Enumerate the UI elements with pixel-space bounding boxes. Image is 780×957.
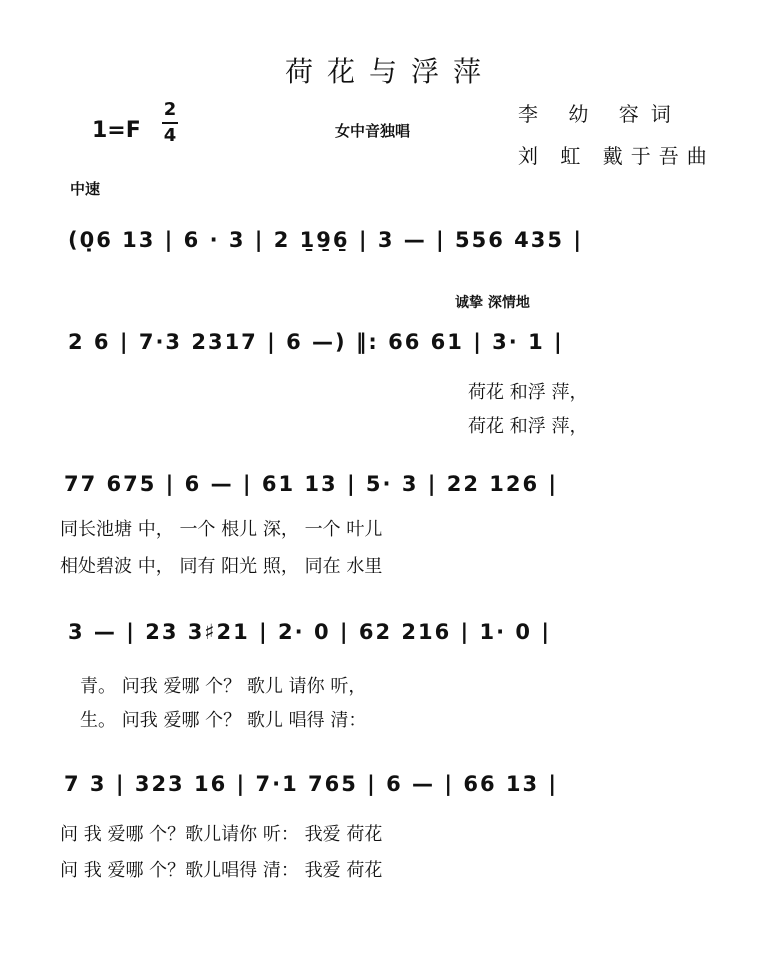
key-signature: 1=F — [92, 118, 141, 143]
notes-row-1: (0̣6 13 | 6 · 3 | 2 1̱9̱6̱ | 3 — | 556 435 | — [68, 228, 583, 252]
lyrics-row-5-verse-2: 问 我 爱哪 个？歌儿唱得 清： 我爱 荷花 — [60, 860, 383, 881]
voice-type: 女中音独唱 — [335, 122, 411, 140]
song-title: 荷花与浮萍 — [284, 55, 495, 88]
notes-row-3: 77 675 | 6 — | 61 13 | 5· 3 | 22 126 | — [64, 472, 559, 496]
lyrics-row-4-verse-1: 青。 问我 爱哪 个？ 歌儿 请你 听， — [80, 676, 367, 697]
time-signature — [162, 100, 178, 146]
lyrics-row-2-verse-2: 荷花 和浮 萍， — [468, 416, 588, 437]
notes-row-4: 3 — | 23 3♯21 | 2· 0 | 62 216 | 1· 0 | — [68, 620, 551, 644]
lyricist: 李 幼 容词 — [518, 102, 683, 126]
lyrics-row-4-verse-2: 生。 问我 爱哪 个？ 歌儿 唱得 清： — [80, 710, 367, 731]
time-top: 2 — [163, 99, 177, 120]
lyrics-row-3-verse-1: 同长池塘 中， 一个 根儿 深， 一个 叶儿 — [60, 519, 383, 540]
expression-marking: 诚挚 深情地 — [455, 295, 530, 311]
lyrics-row-3-verse-2: 相处碧波 中， 同有 阳光 照， 同在 水里 — [60, 556, 383, 577]
time-bottom: 4 — [163, 125, 177, 146]
composer: 刘 虹 戴于吾曲 — [518, 144, 715, 168]
notes-row-5: 7 3 | 323 16 | 7·1 765 | 6 — | 66 13 | — [64, 772, 559, 796]
lyrics-row-2-verse-1: 荷花 和浮 萍， — [468, 382, 588, 403]
lyrics-row-5-verse-1: 问 我 爱哪 个？歌儿请你 听： 我爱 荷花 — [60, 824, 383, 845]
notes-row-2: 2 6 | 7·3 2317 | 6 —) ‖: 66 61 | 3· 1 | — [68, 330, 564, 354]
tempo-marking: 中速 — [70, 180, 101, 198]
